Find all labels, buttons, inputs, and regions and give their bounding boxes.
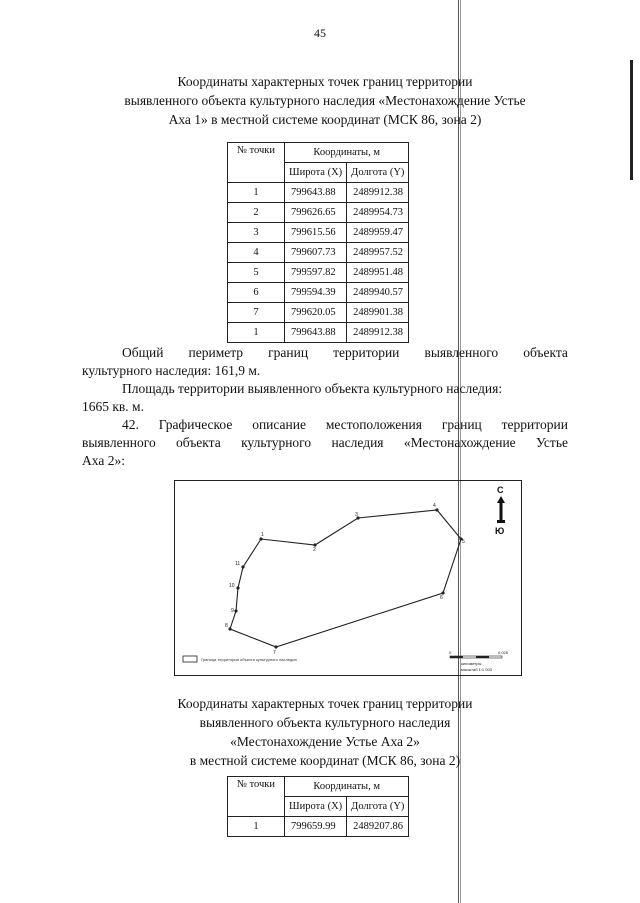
x-value: 799607.73 xyxy=(285,243,347,263)
map-point xyxy=(228,627,231,630)
scale-unit: километры xyxy=(461,661,482,666)
word: Общий xyxy=(122,345,164,360)
y-value: 2489912.38 xyxy=(347,183,409,203)
y-value: 2489912.38 xyxy=(347,323,409,343)
table-row xyxy=(228,203,409,223)
table-row xyxy=(228,303,409,323)
map-point-label: 7 xyxy=(273,650,276,656)
word: Графическое xyxy=(158,417,233,432)
map-point-label: 4 xyxy=(433,503,436,509)
word: выявленного xyxy=(424,345,499,360)
y-value: 2489940.57 xyxy=(347,283,409,303)
x-value: 799615.56 xyxy=(285,223,347,243)
point-number: 1 xyxy=(228,323,285,343)
south-label: Ю xyxy=(495,526,505,536)
y-value: 2489207.86 xyxy=(347,817,409,837)
section1-title xyxy=(90,72,560,129)
table-row xyxy=(228,283,409,303)
area-line-1: Площадь территории выявленного объекта культурного наследия: xyxy=(122,381,503,396)
point-number: 6 xyxy=(228,283,285,303)
perimeter-line-1 xyxy=(82,344,568,362)
map-point-label: 6 xyxy=(440,595,443,601)
y-value: 2489954.73 xyxy=(347,203,409,223)
point-number: 2 xyxy=(228,203,285,223)
section2-title-line: «Местонахождение Устье Аха 2» xyxy=(230,734,420,749)
point-number: 1 xyxy=(228,183,285,203)
point-number: 3 xyxy=(228,223,285,243)
map-legend xyxy=(183,656,297,662)
map-point-label: 3 xyxy=(355,512,358,518)
section2-title xyxy=(90,694,560,770)
scale-zero: 0 xyxy=(449,650,452,655)
table-row xyxy=(228,183,409,203)
item-42-line-3: Аха 2»: xyxy=(82,453,125,468)
scale-bar xyxy=(449,650,509,672)
section2-title-line: Координаты характерных точек границ территории xyxy=(177,696,473,711)
boundary-map xyxy=(174,480,522,676)
north-arrow xyxy=(495,485,505,536)
x-value: 799643.88 xyxy=(285,323,347,343)
section1-title-line: выявленного объекта культурного наследия «Местонахождение Устье xyxy=(124,93,526,108)
scale-bar-segment xyxy=(476,656,489,658)
col-y-header: Долгота (Y) xyxy=(347,163,409,183)
table-row xyxy=(228,323,409,343)
boundary-points xyxy=(228,508,462,648)
word: границ xyxy=(441,417,482,432)
point-number: 5 xyxy=(228,263,285,283)
page-number: 45 xyxy=(314,26,326,40)
boundary-map-svg xyxy=(175,481,521,675)
map-point-label: 2 xyxy=(313,547,316,553)
item-42-line-2 xyxy=(82,434,568,452)
x-value: 799626.65 xyxy=(285,203,347,223)
scale-ratio: масштаб 1:1 000 xyxy=(461,667,492,672)
section2-title-line: выявленного объекта культурного наследия xyxy=(199,715,451,730)
y-value: 2489957.52 xyxy=(347,243,409,263)
scan-edge-mark xyxy=(630,60,633,180)
col-point-header: № точки xyxy=(228,143,285,183)
area-paragraph xyxy=(82,380,568,416)
y-value: 2489959.47 xyxy=(347,223,409,243)
word: 42. xyxy=(122,417,139,432)
scale-bar-segment xyxy=(450,656,463,658)
area-line-2: 1665 кв. м. xyxy=(82,399,144,414)
col-x-header: Широта (X) xyxy=(285,163,347,183)
table-row xyxy=(228,243,409,263)
map-point-label: 1 xyxy=(261,532,264,538)
map-point-label: 11 xyxy=(235,561,241,567)
table-row xyxy=(228,263,409,283)
item-42-line-1 xyxy=(82,416,568,434)
word: границ xyxy=(268,345,309,360)
map-point xyxy=(435,508,438,511)
south-arrow-tail xyxy=(497,520,505,523)
col-coords-header: Координаты, м xyxy=(285,143,409,163)
item-42-paragraph xyxy=(82,416,568,470)
scale-end: 0,025 xyxy=(498,650,509,655)
point-number: 7 xyxy=(228,303,285,323)
point-number: 1 xyxy=(228,817,285,837)
legend-swatch xyxy=(183,656,197,662)
north-arrow-head xyxy=(497,496,505,503)
word: объекта xyxy=(523,345,568,360)
coords-table-1-body xyxy=(228,183,409,343)
word: наследия xyxy=(331,435,384,450)
word: выявленного xyxy=(82,435,156,450)
section2-title-line: в местной системе координат (МСК 86, зона 2) xyxy=(189,753,461,768)
map-point-label: 10 xyxy=(229,583,235,589)
y-value: 2489901.38 xyxy=(347,303,409,323)
col-coords-header: Координаты, м xyxy=(285,777,409,797)
word: объекта xyxy=(176,435,221,450)
point-number: 4 xyxy=(228,243,285,263)
col-y-header: Долгота (Y) xyxy=(347,797,409,817)
coords-table-2-body xyxy=(228,817,409,837)
coords-table-2 xyxy=(227,776,409,837)
map-point-label: 9 xyxy=(231,608,234,614)
word: местоположения xyxy=(325,417,422,432)
x-value: 799643.88 xyxy=(285,183,347,203)
map-point xyxy=(234,609,237,612)
y-value: 2489951.48 xyxy=(347,263,409,283)
legend-text: Граница территории объекта культурного наследия xyxy=(201,657,297,662)
table-row xyxy=(228,817,409,837)
x-value: 799659.99 xyxy=(285,817,347,837)
word: «Местонахождение xyxy=(403,435,516,450)
section1-title-line: Координаты характерных точек границ территории xyxy=(177,74,473,89)
word: территории xyxy=(333,345,400,360)
map-point-label: 5 xyxy=(462,539,465,545)
north-label: С xyxy=(497,485,504,495)
word: описание xyxy=(252,417,306,432)
map-point xyxy=(236,586,239,589)
section1-title-line: Аха 1» в местной системе координат (МСК 86, зона 2) xyxy=(168,112,482,127)
map-point xyxy=(241,565,244,568)
boundary-polyline xyxy=(230,510,461,647)
x-value: 799620.05 xyxy=(285,303,347,323)
map-point xyxy=(274,645,277,648)
x-value: 799594.39 xyxy=(285,283,347,303)
word: культурного xyxy=(241,435,312,450)
col-point-header: № точки xyxy=(228,777,285,817)
word: периметр xyxy=(188,345,244,360)
x-value: 799597.82 xyxy=(285,263,347,283)
perimeter-paragraph xyxy=(82,344,568,380)
col-x-header: Широта (X) xyxy=(285,797,347,817)
table-row xyxy=(228,223,409,243)
map-point-label: 8 xyxy=(225,623,228,629)
perimeter-line-2: культурного наследия: 161,9 м. xyxy=(82,363,261,378)
coords-table-1 xyxy=(227,142,409,343)
north-arrow-shaft xyxy=(500,503,503,521)
word: Устье xyxy=(536,435,568,450)
word: территории xyxy=(501,417,568,432)
